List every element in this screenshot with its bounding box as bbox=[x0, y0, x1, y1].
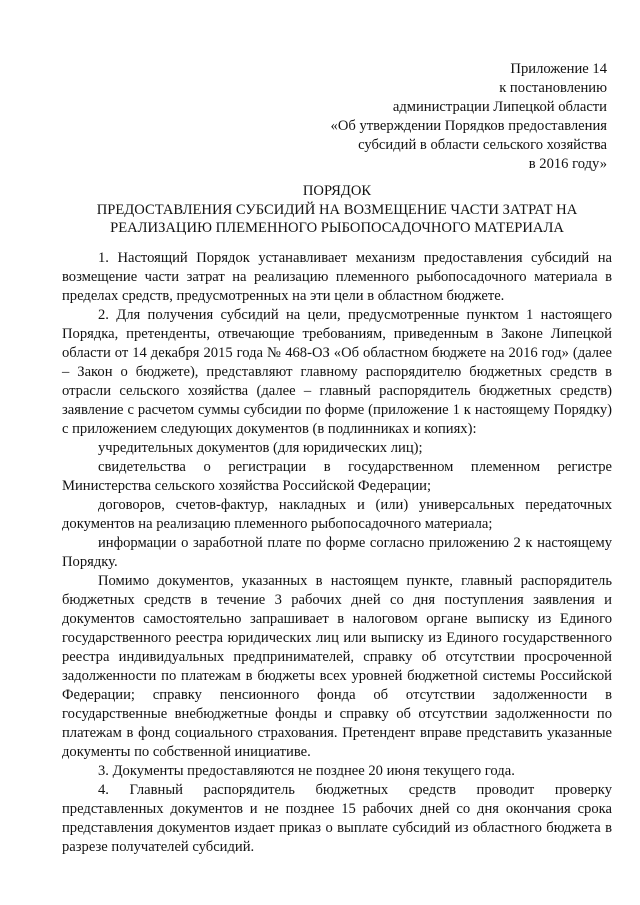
paragraph-additional: Помимо документов, указанных в настоящем пункте, главный распорядитель бюджетных средств в течение 3 рабочих дней со дня поступления заявления и документов самостоятельно запрашивает в налоговом органе выписку из Единого государственного реестра юридических лиц или выписку из Единого государственного реестра индивидуальных предпринимателей, справку об отсутствии просроченной задолженности по платежам в бюджеты всех уровней бюджетной системы Российской Федерации; справку пенсионного фонда об отсутствии задолженности в государственные внебюджетные фонды и справку об отсутствии задолженности по платежам в фонд социального страхования. Претендент вправе представить указанные документы по собственной инициативе. bbox=[62, 573, 612, 760]
appendix-line: субсидий в области сельского хозяйства bbox=[358, 137, 607, 153]
paragraph-2: 2. Для получения субсидий на цели, предусмотренные пунктом 1 настоящего Порядка, претенденты, отвечающие требованиям, приведенным в Законе Липецкой области от 14 декабря 2015 года № 468-ОЗ «Об областном бюджете на 2016 год» (далее – Закон о бюджете), представляют главному распорядителю бюджетных средств в отрасли сельского хозяйства (далее – главный распорядитель бюджетных средств) заявление с расчетом суммы субсидии по форме (приложение 1 к настоящему Порядку) с приложением следующих документов (в подлинниках и копиях): bbox=[62, 307, 612, 437]
list-item: информации о заработной плате по форме согласно приложению 2 к настоящему Порядку. bbox=[62, 535, 612, 570]
appendix-line: Приложение 14 bbox=[510, 61, 607, 77]
document-title bbox=[62, 182, 612, 238]
appendix-line: администрации Липецкой области bbox=[392, 99, 607, 115]
paragraph-1: 1. Настоящий Порядок устанавливает механизм предоставления субсидий на возмещение части затрат на реализацию племенного рыбопосадочного материала в пределах средств, предусмотренных на эти цели в областном бюджете. bbox=[62, 250, 612, 304]
list-item: свидетельства о регистрации в государственном племенном регистре Министерства сельского хозяйства Российской Федерации; bbox=[62, 459, 612, 494]
appendix-line: к постановлению bbox=[499, 80, 607, 96]
paragraph-4: 4. Главный распорядитель бюджетных средств проводит проверку представленных документов и не позднее 15 рабочих дней со дня окончания срока представления документов издает приказ о выплате субсидий из областного бюджета в разрезе получателей субсидий. bbox=[62, 782, 612, 855]
list-item: договоров, счетов-фактур, накладных и (или) универсальных передаточных документов на реализацию племенного рыбопосадочного материала; bbox=[62, 497, 612, 532]
paragraph-3: 3. Документы предоставляются не позднее 20 июня текущего года. bbox=[98, 763, 515, 779]
appendix-block bbox=[227, 60, 607, 174]
appendix-line: «Об утверждении Порядков предоставления bbox=[330, 118, 607, 134]
list-item: учредительных документов (для юридических лиц); bbox=[98, 440, 423, 456]
title-line: РЕАЛИЗАЦИЮ ПЛЕМЕННОГО РЫБОПОСАДОЧНОГО МАТЕРИАЛА bbox=[110, 220, 564, 236]
title-line: ПРЕДОСТАВЛЕНИЯ СУБСИДИЙ НА ВОЗМЕЩЕНИЕ ЧАСТИ ЗАТРАТ НА bbox=[96, 201, 578, 218]
appendix-line: в 2016 году» bbox=[528, 156, 607, 172]
document-body bbox=[62, 249, 612, 857]
title-line: ПОРЯДОК bbox=[302, 183, 372, 199]
